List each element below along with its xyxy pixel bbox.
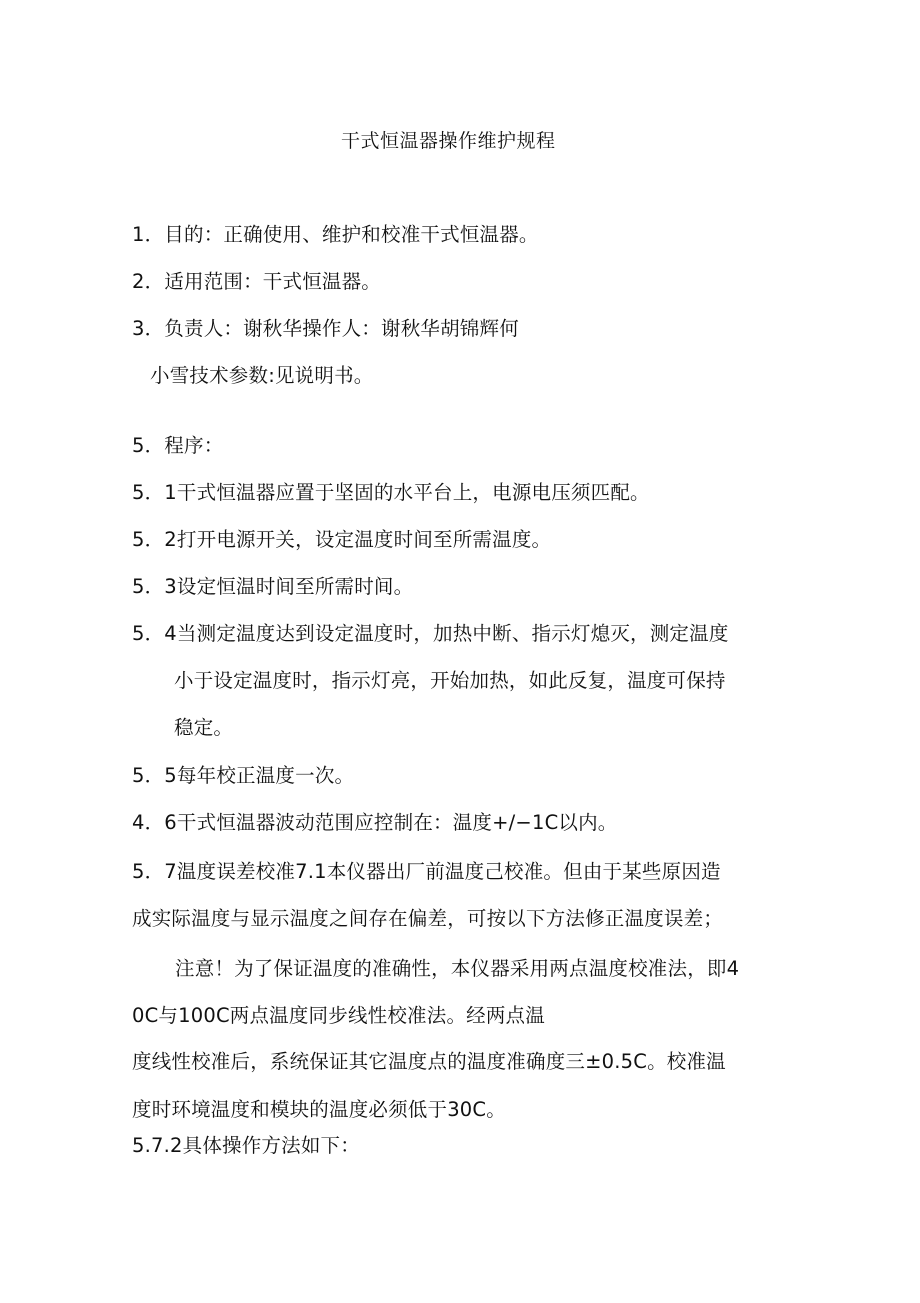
section-purpose: 1．目的：正确使用、维护和校准干式恒温器。 [132, 223, 539, 246]
procedure-step-5-7-2: 5.7.2具体操作方法如下： [132, 1134, 360, 1157]
procedure-step-5-4: 5．4当测定温度达到设定温度时，加热中断、指示灯熄灭，测定温度 [132, 622, 729, 645]
procedure-step-5-2: 5．2打开电源开关，设定温度时间至所需温度。 [132, 528, 552, 551]
calibration-note-cont1: 0C与100C两点温度同步线性校准法。经两点温 [132, 1004, 545, 1027]
section-responsible-cont: 小雪技术参数:见说明书。 [150, 364, 374, 387]
procedure-step-5-7: 5．7温度误差校准7.1本仪器出厂前温度己校准。但由于某些原因造 [132, 860, 721, 883]
calibration-note-cont2: 度线性校准后，系统保证其它温度点的温度准确度三±0.5C。校准温 [132, 1050, 726, 1073]
procedure-step-5-4-cont1: 小于设定温度时，指示灯亮，开始加热，如此反复，温度可保持 [174, 669, 726, 692]
procedure-step-5-5: 5．5每年校正温度一次。 [132, 764, 355, 787]
calibration-note: 注意！为了保证温度的准确性，本仪器采用两点温度校准法，即4 [175, 957, 740, 980]
section-procedure: 5．程序： [132, 434, 224, 457]
document-title: 干式恒温器操作维护规程 [341, 130, 556, 152]
section-responsible: 3．负责人：谢秋华操作人：谢秋华胡锦辉何 [132, 317, 519, 340]
section-scope: 2．适用范围：干式恒温器。 [132, 270, 382, 293]
procedure-step-5-4-cont2: 稳定。 [174, 716, 234, 739]
calibration-note-cont3: 度时环境温度和模块的温度必须低于30C。 [132, 1098, 506, 1121]
procedure-step-5-3: 5．3设定恒温时间至所需时间。 [132, 575, 414, 598]
procedure-step-5-1: 5．1干式恒温器应置于坚固的水平台上，电源电压须匹配。 [132, 481, 650, 504]
procedure-step-4-6: 4．6干式恒温器波动范围应控制在：温度+/−1C以内。 [132, 811, 618, 834]
procedure-step-5-7-cont: 成实际温度与显示温度之间存在偏差，可按以下方法修正温度误差； [132, 907, 724, 930]
